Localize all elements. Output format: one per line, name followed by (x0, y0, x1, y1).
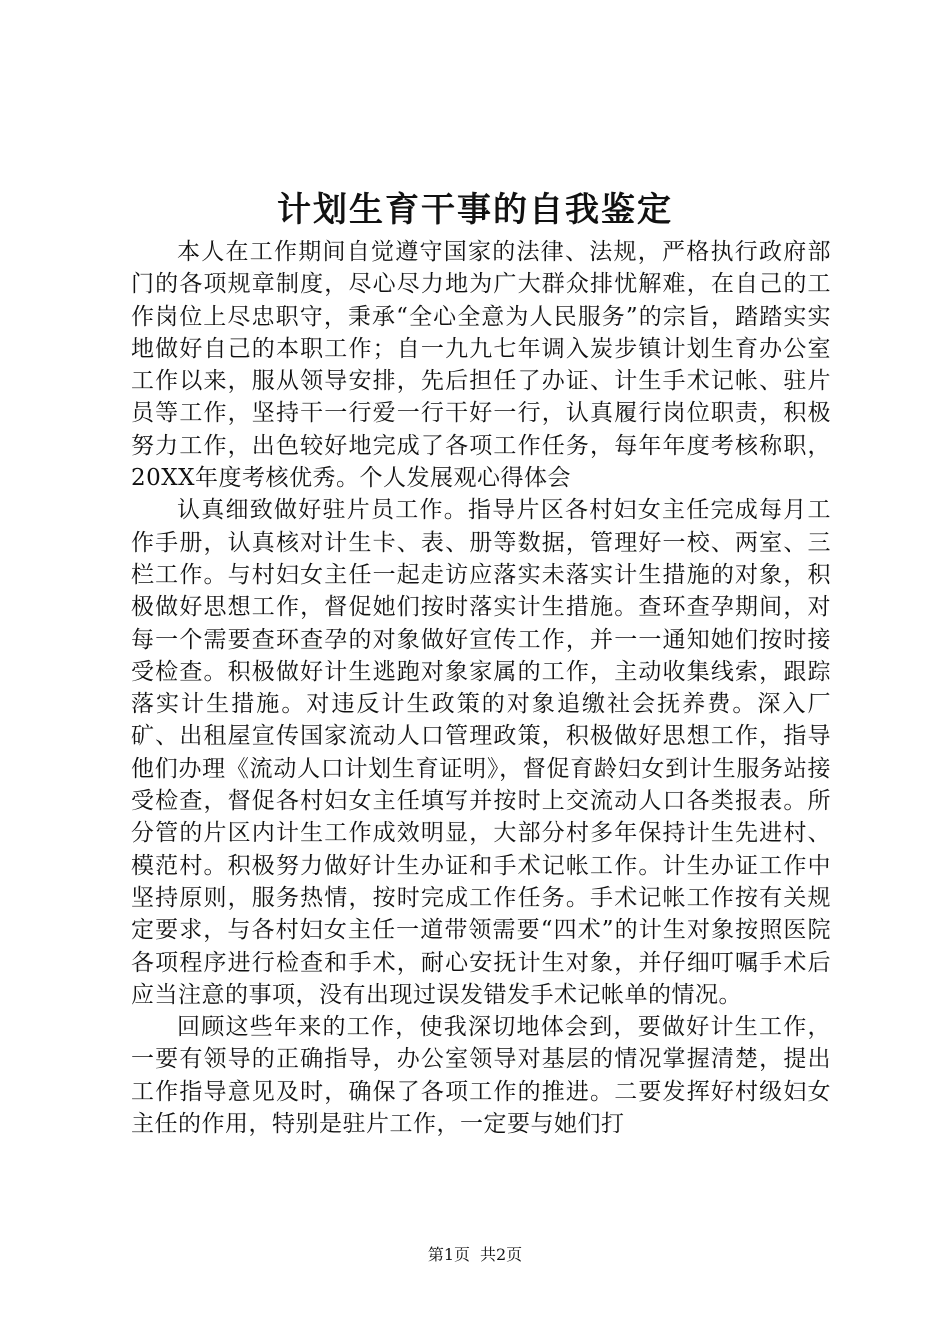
page-total: 共2页 (480, 1245, 523, 1264)
paragraph-2: 认真细致做好驻片员工作。指导片区各村妇女主任完成每月工作手册，认真核对计生卡、表、册等数据，管理好一校、两室、三栏工作。与村妇女主任一起走访应落实未落实计生措施的对象，积极做好思想工作，督促她们按时落实计生措施。查环查孕期间，对每一个需要查环查孕的对象做好宣传工作，并一一通知她们按时接受检查。积极做好计生逃跑对象家属的工作，主动收集线索，跟踪落实计生措施。对违反计生政策的对象追缴社会抚养费。深入厂矿、出租屋宣传国家流动人口管理政策，积极做好思想工作，指导他们办理《流动人口计划生育证明》，督促育龄妇女到计生服务站接受检查，督促各村妇女主任填写并按时上交流动人口各类报表。所分管的片区内计生工作成效明显，大部分村多年保持计生先进村、模范村。积极努力做好计生办证和手术记帐工作。计生办证工作中坚持原则，服务热情，按时完成工作任务。手术记帐工作按有关规定要求，与各村妇女主任一道带领需要“四术”的计生对象按照医院各项程序进行检查和手术，耐心安抚计生对象，并仔细叮嘱手术后应当注意的事项，没有出现过误发错发手术记帐单的情况。 (131, 497, 831, 1008)
page-footer (0, 1244, 950, 1266)
page-number: 第1页 (427, 1245, 470, 1264)
paragraph-1: 本人在工作期间自觉遵守国家的法律、法规，严格执行政府部门的各项规章制度，尽心尽力地为广大群众排忧解难，在自己的工作岗位上尽忠职守，秉承“全心全意为人民服务”的宗旨，踏踏实实地做好自己的本职工作；自一九九七年调入炭步镇计划生育办公室工作以来，服从领导安排，先后担任了办证、计生手术记帐、驻片员等工作，坚持干一行爱一行干好一行，认真履行岗位职责，积极努力工作，出色较好地完成了各项工作任务，每年年度考核称职，20XX年度考核优秀。个人发展观心得体会 (131, 239, 831, 492)
document-body (131, 236, 831, 1140)
paragraph-3: 回顾这些年来的工作，使我深切地体会到，要做好计生工作，一要有领导的正确指导，办公室领导对基层的情况掌握清楚，提出工作指导意见及时，确保了各项工作的推进。二要发挥好村级妇女主任的作用，特别是驻片工作，一定要与她们打 (131, 1014, 831, 1138)
document-title: 计划生育干事的自我鉴定 (277, 190, 673, 230)
